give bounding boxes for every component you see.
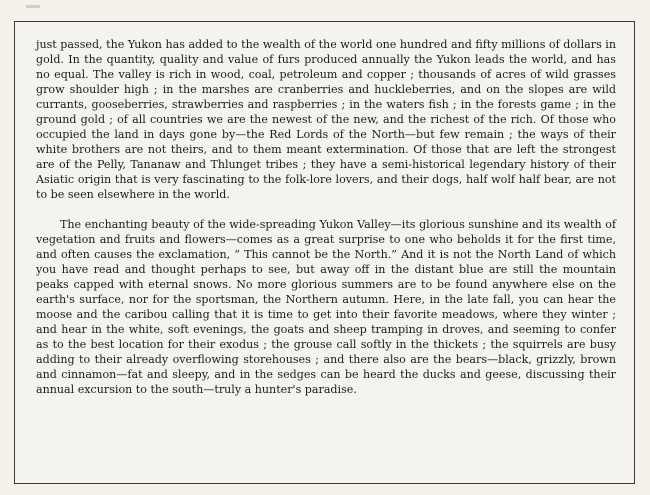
text-frame [14, 21, 635, 484]
paragraph-yukon-wealth: just passed, the Yukon has added to the wealth of the world one hundred and fifty millions of dollars in gold. In the quantity, quality and value of furs produced annually the Yukon leads the world, and has no equal. The valley is rich in wood, coal, petroleum and copper ; thousands of acres of wild grasses grow shoulder high ; in the marshes are cranberries and huckleberries, and on the slopes are wild currants, gooseberries, strawberries and raspberries ; in the waters fish ; in the forests game ; in the ground gold ; of all countries we are the newest of the new, and the richest of the rich. Of those who occupied the land in days gone by—the Red Lords of the North—but few remain ; the ways of their white brothers are not theirs, and to them meant extermination. Of those that are left the strongest are of the Pelly, Tananaw and Thlunget tribes ; they have a semi-historical legendary history of their Asiatic origin that is very fascinating to the folk-lore lovers, and their dogs, half wolf half bear, are not to be seen elsewhere in the world. [36, 38, 616, 201]
body-text [36, 37, 616, 397]
page-edge-mark [26, 5, 40, 8]
paragraph-yukon-valley: The enchanting beauty of the wide-spreading Yukon Valley—its glorious sunshine and its wealth of vegetation and fruits and flowers—comes as a great surprise to one who beholds it for the first time, and often causes the exclamation, “ This cannot be the North.” And it is not the North Land of which you have read and thought perhaps to see, but away off in the distant blue are still the mountain peaks capped with eternal snows. No more glorious summers are to be found anywhere else on the earth's surface, nor for the sportsman, the Northern autumn. Here, in the late fall, you can hear the moose and the caribou calling that it is time to get into their favorite meadows, where they winter ; and hear in the white, soft evenings, the goats and sheep tramping in droves, and seeming to confer as to the best location for their exodus ; the grouse call softly in the thickets ; the squirrels are busy adding to their already overflowing storehouses ; and there also are the bears—black, grizzly, brown and cinnamon—fat and sleepy, and in the sedges can be heard the ducks and geese, discussing their annual excursion to the south—truly a hunter's paradise. [36, 218, 616, 396]
